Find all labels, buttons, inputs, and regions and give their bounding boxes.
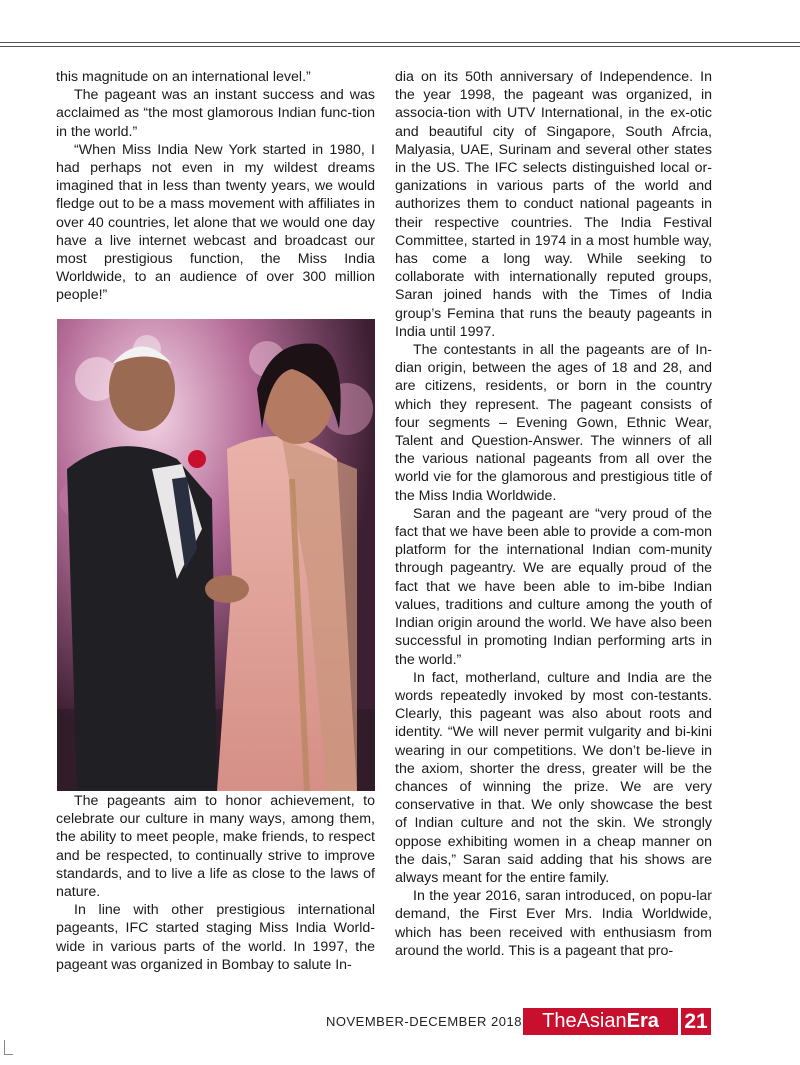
couple-photo-illustration <box>57 319 375 791</box>
brand-suffix: Era <box>626 1010 659 1032</box>
right-paragraph-5: In the year 2016, saran introduced, on popu-lar demand, the First Ever Mrs. India Worldwide, which has been received with enthusiasm from around the world. This is a pageant that pro- <box>395 888 712 959</box>
right-paragraph-2: The contestants in all the pageants are of In-dian origin, between the ages of 18 and 28, and are citizens, residents, or born in the country which they represent. The pageant consists of four segments – Evening Gown, Ethnic Wear, Talent and Question-Answer. The winners of all the various national pageants from all over the world vie for the glamorous and prestigious title of the Miss India Worldwide. <box>395 342 712 504</box>
header-rule-top <box>0 42 800 43</box>
brand-prefix: The <box>542 1010 577 1032</box>
right-paragraph-4: In fact, motherland, culture and India are the words repeatedly invoked by most con-testants. Clearly, this pageant was also about roots and identity. “We will never permit vulgarity and bi-kini wearing in our competitions. We don’t be-lieve in the axiom, shorter the dress, greater will be the chances of winning the prize. We are very conservative in that. We only showcase the best of Indian culture and not the skin. We strongly oppose exhibiting women in a cheap manner on the dais,” Saran said adding that his shows are always meant for the entire family. <box>395 669 712 886</box>
brand-middle: Asian <box>576 1010 627 1032</box>
page-footer <box>0 1008 800 1038</box>
issue-date: NOVEMBER-DECEMBER 2018 <box>326 1014 522 1029</box>
couple-photo <box>57 319 375 791</box>
right-paragraph-3: Saran and the pageant are “very proud of the fact that we have been able to provide a com-mon platform for the international Indian com-munity through pageantry. We are equally proud of the fact that we have been able to im-bibe Indian values, traditions and culture among the youth of Indian origin around the world. We have also been successful in promoting Indian performing arts in the world.” <box>395 505 712 668</box>
crop-mark <box>4 1040 13 1055</box>
left-paragraph-4: The pageants aim to honor achievement, to celebrate our culture in many ways, among them, the ability to meet people, make friends, to respect and be respected, to continually strive to improve standards, and to live a life as close to the laws of nature. <box>56 793 375 901</box>
right-paragraph-1: dia on its 50th anniversary of Independence. In the year 1998, the pageant was organized, in associa-tion with UTV International, in the ex-otic and beautiful city of Singapore, South Afrcia, Malyasia, UAE, Surinam and several other states in the US. The IFC selects distinguished local or-ganizations in various parts of the world and authorizes them to conduct national pageants in their respective countries. The India Festival Committee, started in 1974 in a most humble way, has come a long way. While seeking to collaborate with internationally reputed groups, Saran joined hands with the Times of India group’s Femina that runs the beauty pageants in India until 1997. <box>395 69 712 340</box>
magazine-brand <box>523 1008 678 1035</box>
left-paragraph-3: “When Miss India New York started in 1980, I had perhaps not even in my wildest dreams imagined that in less than twenty years, we would fledge out to be a mass movement with affiliates in over 40 countries, let alone that we would one day have a live internet webcast and broadcast our most prestigious function, the Miss India Worldwide, to an audience of over 300 million people!” <box>56 141 375 304</box>
left-paragraph-1: this magnitude on an international level.” <box>56 69 311 85</box>
left-column-bottom <box>56 792 375 974</box>
left-paragraph-5: In line with other prestigious international pageants, IFC started staging Miss India World-wide in various parts of the world. In 1997, the pageant was organized in Bombay to salute In- <box>56 902 375 973</box>
page-number: 21 <box>681 1008 711 1035</box>
right-column <box>395 68 712 960</box>
left-column-top <box>56 68 375 305</box>
header-rule-bottom <box>0 46 800 47</box>
left-paragraph-2: The pageant was an instant success and was acclaimed as “the most glamorous Indian func-tion in the world.” <box>56 87 375 140</box>
